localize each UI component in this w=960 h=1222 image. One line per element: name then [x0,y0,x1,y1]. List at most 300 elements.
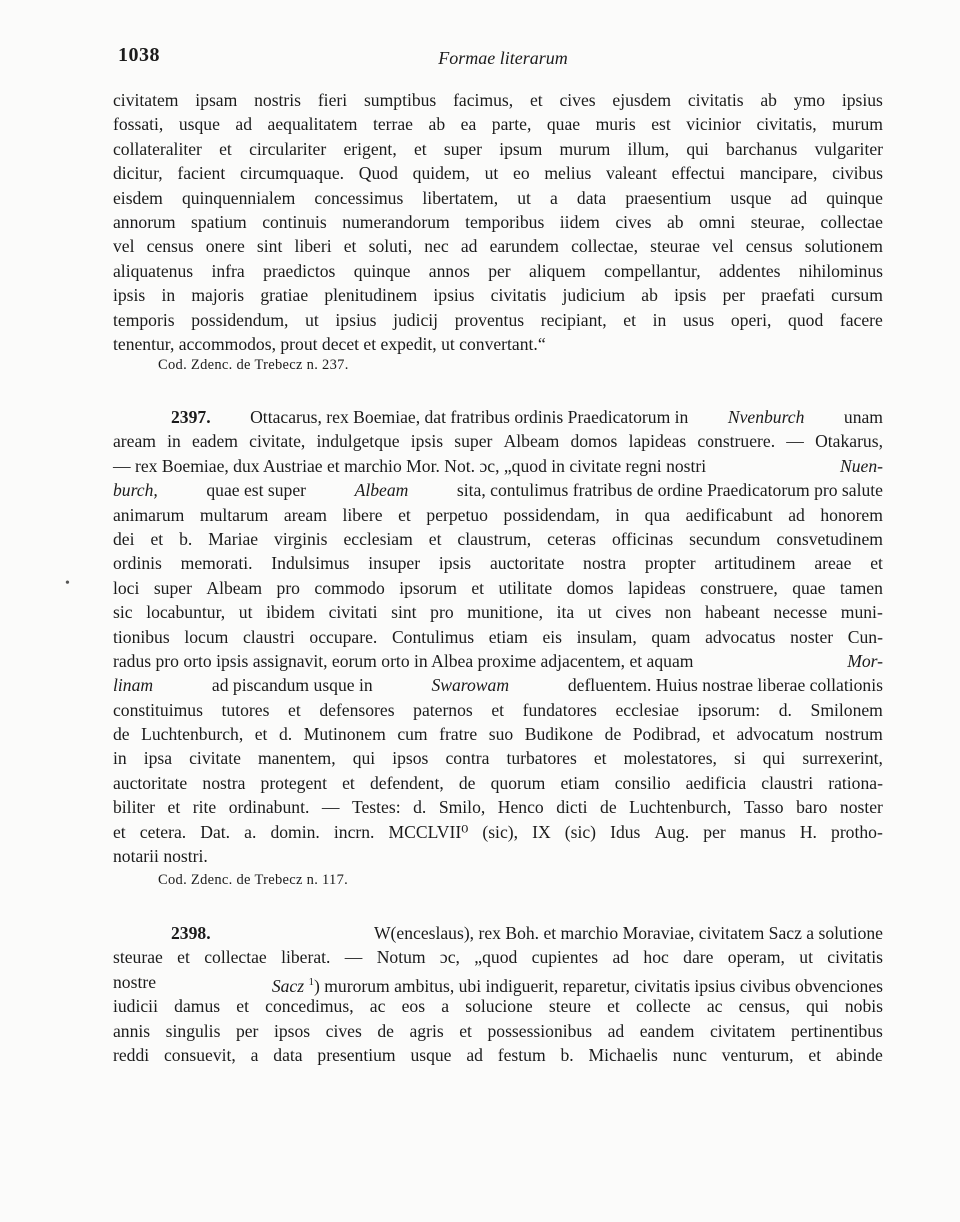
text-line [113,820,883,844]
word: advocatus [705,626,776,647]
word: dicti [556,797,588,818]
word: valeant [606,163,657,184]
word: occupare. [309,626,378,647]
word: a [550,187,558,208]
text-line [113,649,883,673]
word: IX [532,821,551,842]
word: et [623,309,636,330]
word: ipsos [392,748,429,769]
word: super [443,138,482,159]
word: concedimus, [265,996,354,1017]
word: numerandorum [342,211,450,232]
word: d. [413,797,427,818]
word: muris [595,114,636,135]
word: et [529,90,543,110]
text-line [113,625,883,649]
word: libere [342,504,383,525]
text-line [113,698,883,722]
text-line [113,722,883,746]
word: barchanus [726,138,798,159]
text-line [113,970,883,994]
word: annos [428,260,470,281]
text-segment: sita, contulimus fratribus de ordine Praedicatorum pro salute [456,480,883,501]
text-line [113,405,883,429]
word: b. [560,1044,574,1065]
word: incrn. [333,821,375,842]
text-line [113,454,883,478]
entry-number: 2397. [171,407,211,427]
text-line [113,921,883,945]
word: domin. [270,821,320,842]
word: usus [682,309,715,330]
word: de [377,1020,394,1041]
text-line [113,551,883,575]
word: collateraliter [113,138,202,159]
word: et [150,528,164,549]
word: perpetuo [426,504,488,525]
word: MCCLVII⁰ [388,821,469,842]
word: ab [760,90,777,110]
text-line [113,210,883,234]
word: protegent [260,772,327,793]
word: est [651,114,671,135]
word: — [344,947,363,968]
word: pro [430,602,454,623]
word: habeant [705,602,760,623]
word: qui [352,748,376,769]
place-name: Mor- [847,650,883,671]
word: parte, [491,114,532,135]
text-line [113,795,883,819]
word: concessimus [314,187,404,208]
text-segment: notarii nostri. [113,846,208,867]
text-line [113,429,883,453]
word: liberi [294,236,332,257]
word: spatium [191,211,247,232]
word: areae [814,553,852,574]
word: collecte [635,996,691,1017]
text-line [113,186,883,210]
word: collectae, [571,236,638,257]
word: continuis [262,211,327,232]
word: memorati. [180,553,253,574]
word: insuper [368,553,421,574]
text-segment: Ottacarus, rex Boemiae, dat fratribus ordinis Praedicatorum in [250,407,689,427]
word: advocatum [736,724,814,745]
word: steurae [113,947,163,968]
text-line [113,1019,883,1043]
word: et [398,504,411,525]
word: a [250,1044,259,1065]
word: claustri [761,772,814,793]
word: ordinis [113,553,162,574]
word: census, [738,996,790,1017]
word: ipsam [195,90,238,110]
word: venturum, [721,1044,794,1065]
word: quidem, [412,163,470,184]
word: per [488,260,511,281]
word: manentem, [257,748,336,769]
word: ad [788,504,805,525]
word: ɔc, [439,947,460,968]
word: ecclesiam [343,528,413,549]
word: ad [607,1020,625,1041]
word: vel [712,236,734,257]
word: ibidem [266,602,315,623]
word: sic [113,602,133,623]
word: et [593,748,607,769]
word: et [491,699,505,720]
word: Aug. [654,821,690,842]
word: eisdem [113,187,163,208]
word: et [177,947,190,968]
word: iidem [559,211,600,232]
word: et [288,699,301,720]
word: ut [799,947,813,968]
page-number: 1038 [118,44,160,66]
word: et [712,724,725,745]
word: effectui [671,163,725,184]
word: de [600,797,617,818]
word: defendent, [369,772,444,793]
word: operi, [730,309,772,330]
word: in [615,504,630,525]
text-segment: W(enceslaus), rex Boh. et marchio Moraviae, civitatem Sacz a solutione [373,923,883,943]
text-line [113,259,883,283]
word: omni [699,211,736,232]
word: Henco [497,797,544,818]
word: circulariter [249,138,327,159]
text-line [113,527,883,551]
word: H. [799,821,817,842]
word: collectae [204,947,267,968]
word: earundem [489,236,559,257]
word: protho- [831,821,883,842]
word: Tasso [743,797,784,818]
word: civitatem [113,90,179,110]
word: domos [566,577,614,598]
word: per [235,1020,259,1041]
word: ipsa [143,748,173,769]
word: illum, [627,138,670,159]
word: multarum [199,504,269,525]
word: consuevit, [163,1044,236,1065]
word: (sic), [482,821,519,842]
place-name: Swarowam [431,675,510,696]
word: presentium [317,1044,396,1065]
word: si [734,748,746,769]
word: locum [184,626,229,647]
word: recipiant, [540,309,607,330]
word: quod [788,309,824,330]
word: eandem [639,1020,695,1041]
text-line [113,844,883,868]
place-name: Albeam [354,480,409,501]
word: noster [839,797,883,818]
word: aream [283,504,327,525]
word: eos [401,996,426,1017]
word: ceteras [547,528,596,549]
word: necesse [773,602,828,623]
word: et [219,138,232,159]
word: iudicii [113,996,158,1017]
word: non [665,602,692,623]
word: eo [513,163,530,184]
text-segment: ad piscandum usque in [211,675,373,696]
text-segment: nostre [113,971,156,992]
word: festum [497,1044,546,1065]
word: constituimus [113,699,203,720]
word: Notum [376,947,426,968]
word: melius [544,163,592,184]
word: Podibrad, [632,724,701,745]
word: facimus, [453,90,514,110]
word: aliquem [529,260,586,281]
word: cives [559,90,596,110]
word: quinque [353,260,411,281]
word: et [471,577,485,598]
text-segment: — rex Boemiae, dux Austriae et marchio Mor. Not. ɔc, „quod in civitate regni nostri [113,455,707,476]
word: Albeam [206,577,263,598]
word: praesentium [625,187,712,208]
word: Testes: [351,797,401,818]
word: molestatores, [623,748,717,769]
word: ac [369,996,386,1017]
word: singulis [165,1020,221,1041]
word: ad [235,114,253,135]
text-segment: tenentur, accommodos, prout decet et expedit, ut convertant.“ [113,333,546,354]
word: et [428,528,442,549]
word: biliter [113,797,156,818]
word: animarum [113,504,185,525]
word: rationa- [828,772,883,793]
text-line [113,332,883,356]
word: collectae [820,211,883,232]
word: locabuntur, [146,602,226,623]
word: et [808,1044,822,1065]
word: commodo [314,577,385,598]
word: lapideas [628,431,687,452]
word: domos [570,431,618,452]
footnote-marker: 1 [308,975,314,988]
word: civitatis [490,285,547,306]
text-line [113,945,883,969]
word: ipsius [433,285,475,306]
word: ipsorum [399,577,457,598]
word: murum [832,114,883,135]
running-title: Formae literarum [438,48,568,68]
word: lapideas [628,577,686,598]
word: Luchtenburch, [629,797,732,818]
word: ipsius [841,90,883,110]
word: nostris [254,90,302,110]
word: consvetudinem [776,528,883,549]
word: ut [587,602,602,623]
word: praefati [761,285,815,306]
word: cives [325,1020,362,1041]
word: census [745,236,793,257]
word: Budikone [524,724,594,745]
entry-2397 [113,405,883,868]
text-line [113,112,883,136]
text-line [113,1043,883,1067]
word: Dat. [200,821,231,842]
word: et [254,724,268,745]
word: facient [177,163,226,184]
word: cetera. [139,821,187,842]
word: temporibus [465,211,545,232]
word: (sic) [564,821,597,842]
word: ab [641,285,658,306]
word: et [870,553,883,574]
word: claustri [242,626,295,647]
word: cives [615,211,652,232]
word: praedictos [263,260,336,281]
word: dei [113,528,135,549]
word: Indulsimus [271,553,350,574]
text-line [113,746,883,770]
word: quorum [490,772,546,793]
word: et [236,996,249,1017]
word: propter [644,553,696,574]
word: civitatis [687,90,744,110]
word: eis [542,626,562,647]
word: solutionem [804,236,883,257]
word: agris [409,1020,444,1041]
word: quinque [826,187,883,208]
word: aream [113,431,156,452]
word: nobis [844,996,883,1017]
word: baro [796,797,828,818]
entry-2398 [113,921,883,1067]
text-line [113,576,883,600]
word: Contulimus [391,626,475,647]
word: reddi [113,1044,150,1065]
word: usque [730,187,772,208]
word: possidendam, [503,504,600,525]
word: tionibus [113,626,170,647]
word: ad [466,1044,483,1065]
word: sint [391,602,417,623]
source-citation-237: Cod. Zdenc. de Trebecz n. 237. [158,357,349,373]
word: ipsos [273,1020,311,1041]
word: suo [488,724,514,745]
word: nostrum [825,724,883,745]
word: in [161,285,176,306]
word: et [113,821,126,842]
word: quam [651,626,691,647]
word: data [576,187,607,208]
word: etiam [488,626,528,647]
text-segment: radus pro orto ipsis assignavit, eorum orto in Albea proxime adjacentem, et aquam [113,650,694,671]
word: b. [179,528,193,549]
word: annorum [113,211,176,232]
word: qui [762,748,786,769]
word: et [167,797,181,818]
place-name: linam [113,675,154,696]
word: liberat. [281,947,331,968]
word: operam, [727,947,785,968]
word: cum [397,724,428,745]
word: Albeam [503,431,560,452]
word: steurae [650,236,700,257]
word: Cun- [847,626,883,647]
word: abinde [835,1044,883,1065]
word: officinas [611,528,674,549]
word: nostra [202,772,246,793]
word: possessionibus [487,1020,593,1041]
word: proventus [454,309,525,330]
word: indulgetque [316,431,400,452]
word: quae [546,114,581,135]
word: — [321,797,340,818]
word: turbatores [506,748,577,769]
word: insulam, [576,626,637,647]
word: addentes [718,260,781,281]
word: annis [113,1020,151,1041]
word: honorem [820,504,883,525]
word: utilitate [498,577,553,598]
text-line [113,994,883,1018]
word: a [441,996,450,1017]
word: auctoritate [489,553,565,574]
word: ea [460,114,477,135]
word: Smilonem [810,699,883,720]
word: tamen [839,577,883,598]
text-line [113,308,883,332]
word: pro [276,577,300,598]
word: civitate [189,748,241,769]
word: auctoritate [113,772,188,793]
word: damus [174,996,221,1017]
word: solucione [465,996,533,1017]
word: judicij [393,309,439,330]
word: paternos [413,699,473,720]
word: dicitur, [113,163,163,184]
word: usque [410,1044,452,1065]
word: quae [792,577,826,598]
word: de [604,724,622,745]
word: et [342,772,355,793]
place-name: Sacz [271,975,305,996]
word: in [113,748,127,769]
word: ecclesiae [615,699,679,720]
word: ymo [793,90,826,110]
word: civitatis [827,947,883,968]
word: ipsorum: [697,699,761,720]
word: plenitudinem [324,285,418,306]
place-name: Nvenburch [727,407,805,427]
text-line [113,478,883,502]
word: eadem [192,431,238,452]
word: judicium [562,285,626,306]
word: munitione, [467,602,544,623]
word: ut [484,163,499,184]
word: quinquennialem [181,187,296,208]
word: cupientes [531,947,599,968]
word: libertatem, [422,187,499,208]
word: tutores [221,699,270,720]
word: ejusdem [612,90,672,110]
word: per [703,821,726,842]
word: nihilominus [798,260,883,281]
word: nostra [583,553,627,574]
word: steurae, [750,211,805,232]
word: noster [790,626,834,647]
word: defensores [319,699,395,720]
word: artitudinem [714,553,796,574]
text-segment: quae est super [206,480,307,501]
